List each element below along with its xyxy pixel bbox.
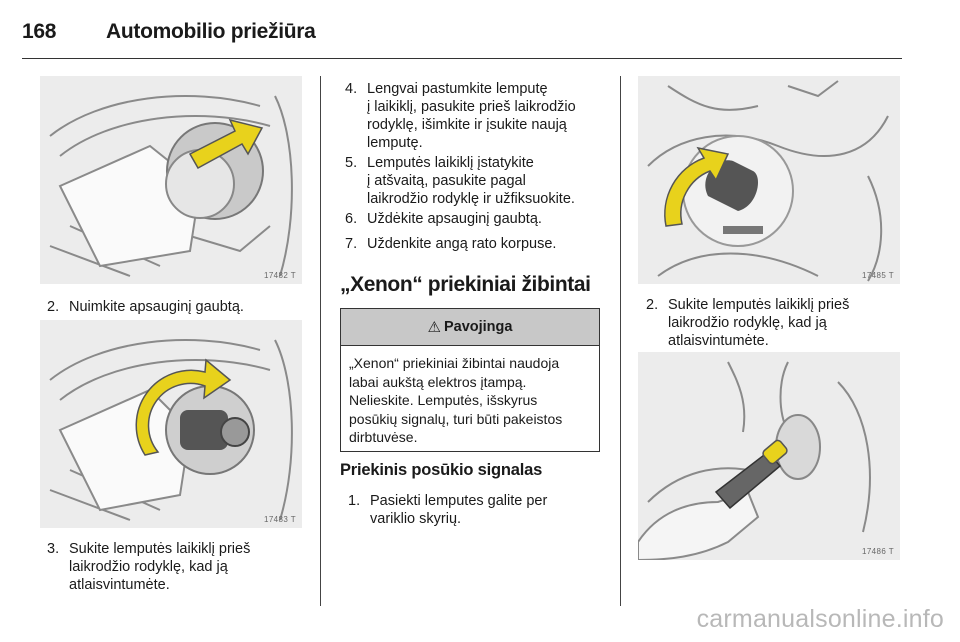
warning-header (341, 309, 599, 346)
header-rule (22, 58, 902, 59)
figure-code: 17485 T (861, 271, 894, 280)
figure-rotate-holder-xenon (638, 76, 900, 284)
subsection-title-turn-signal: Priekinis posūkio signalas (340, 461, 543, 479)
section-title-xenon: „Xenon“ priekiniai žibintai (340, 273, 591, 296)
figure-illustration (638, 352, 900, 560)
column-divider-left (320, 76, 321, 606)
warning-title: Pavojinga (443, 319, 513, 335)
page-header (22, 14, 316, 50)
page-number: 168 (22, 20, 57, 43)
figure-remove-cover (40, 76, 302, 284)
page-title: Automobilio priežiūra (106, 20, 316, 43)
warning-box (340, 308, 600, 452)
warning-triangle-icon: ⚠ (427, 319, 441, 336)
warning-text: „Xenon“ priekiniai žibintai naudoja labai aukštą elektros įtampą. Nelieskite. Lemputės, išskyrus posūkių signalų, turi būti pakeistos dirbtuvėse. (349, 355, 563, 445)
figure-illustration (40, 76, 302, 284)
figure-code: 17486 T (861, 547, 894, 556)
figure-code: 17482 T (263, 271, 296, 280)
figure-remove-bulb (638, 352, 900, 560)
step-3-text: Sukite lemputės laikiklį prieš laikrodžio rodyklę, kad ją atlaisvintumėte. (69, 541, 251, 593)
figure-illustration (40, 320, 302, 528)
figure-rotate-holder (40, 320, 302, 528)
column-divider-right (620, 76, 621, 606)
watermark: carmanualsonline.info (696, 605, 944, 633)
figure-illustration (638, 76, 900, 284)
figure-code: 17483 T (263, 515, 296, 524)
